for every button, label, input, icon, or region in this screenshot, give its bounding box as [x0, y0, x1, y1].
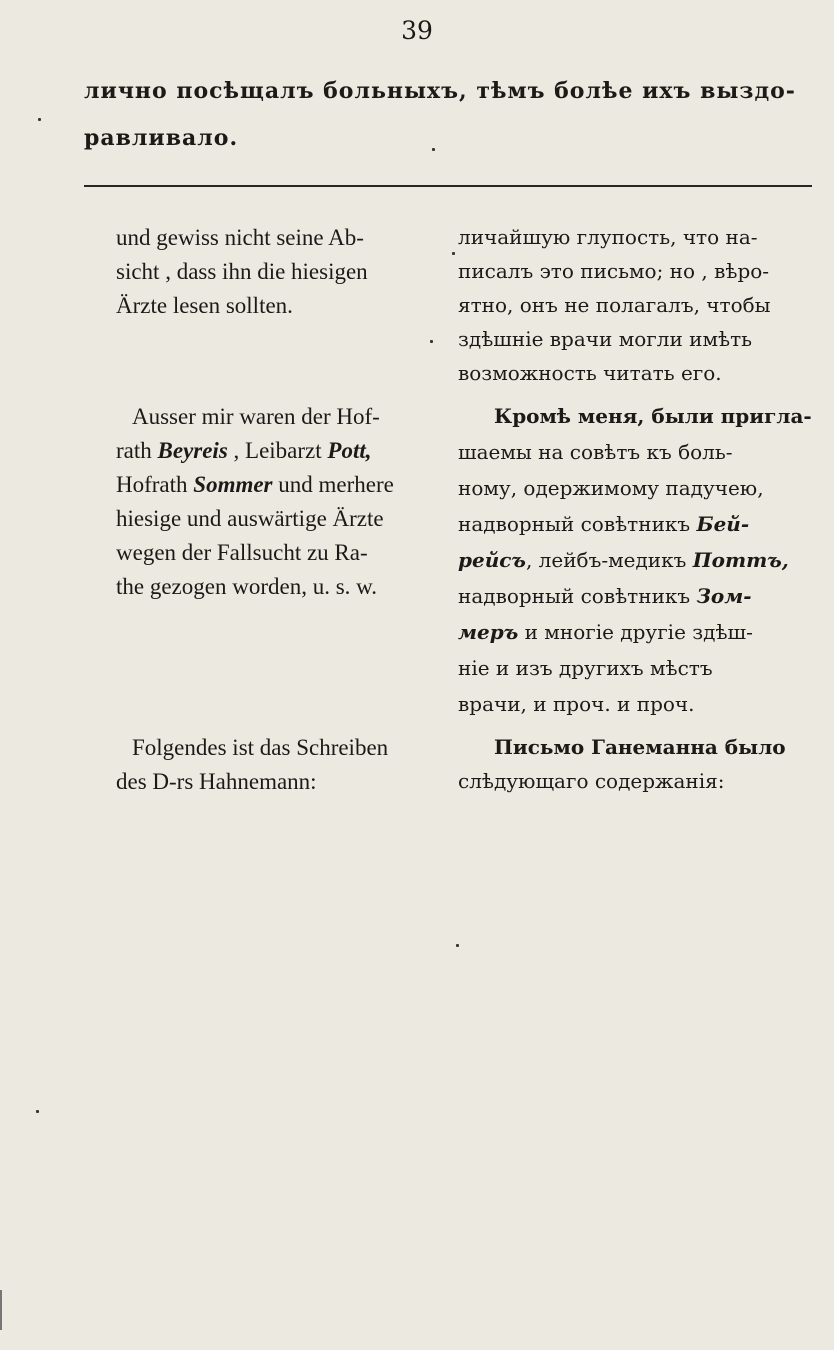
- german-s1-line: und gewiss nicht seine Ab-: [116, 225, 364, 250]
- name-pott-ru: Поттъ,: [692, 548, 789, 572]
- russian-s2-line: Кромѣ меня, были пригла-: [494, 404, 812, 428]
- german-s3-line: des D-rs Hahnemann:: [116, 769, 317, 794]
- name-beyreis-ru: Бей-: [696, 512, 750, 536]
- german-s3-line: Folgendes ist das Schreiben: [132, 735, 389, 760]
- text-run: und merhere: [272, 472, 394, 497]
- russian-s1-line: личайшую глупость, что на-: [458, 225, 758, 249]
- german-s1-line: Ärzte lesen sollten.: [116, 293, 293, 318]
- german-s2-line: [116, 438, 372, 464]
- name-beyreis-ru-end: рейсъ: [458, 548, 526, 572]
- text-run: , Leibarzt: [227, 438, 328, 463]
- russian-s3-line: Письмо Ганеманна было: [494, 735, 786, 759]
- name-sommer-ru: Зом-: [696, 584, 752, 608]
- russian-s1-line: писалъ это письмо; но , вѣро-: [458, 259, 770, 283]
- russian-s2-line: [458, 548, 789, 572]
- russian-s2-line: шаемы на совѣтъ къ боль-: [458, 440, 733, 464]
- russian-s3-line: слѣдующаго содержанія:: [458, 769, 725, 793]
- print-speck: [36, 1110, 39, 1113]
- page-number: 39: [401, 16, 433, 45]
- russian-s2-line: ному, одержимому падучею,: [458, 476, 764, 500]
- print-speck: [38, 118, 41, 121]
- intro-line-1: лично посѣщалъ больныхъ, тѣмъ болѣе ихъ выздо-: [84, 78, 796, 104]
- german-s2-line: hiesige und auswärtige Ärzte: [116, 506, 384, 531]
- text-run: rath: [116, 438, 158, 463]
- russian-s2-line: ніе и изъ другихъ мѣстъ: [458, 656, 713, 680]
- name-sommer: Sommer: [193, 472, 273, 497]
- section-rule: [84, 185, 812, 187]
- german-s2-line: wegen der Fallsucht zu Ra-: [116, 540, 368, 565]
- print-speck: [452, 252, 455, 255]
- german-s2-line: the gezogen worden, u. s. w.: [116, 574, 378, 599]
- name-sommer-ru-end: меръ: [458, 620, 519, 644]
- russian-s2-line: [458, 620, 753, 644]
- text-run: Hofrath: [116, 472, 194, 497]
- name-beyreis: Beyreis: [157, 438, 228, 463]
- russian-s1-line: здѣшніе врачи могли имѣть: [458, 327, 753, 351]
- russian-s2-line: врачи, и проч. и проч.: [458, 692, 695, 716]
- page-edge: [0, 1290, 2, 1330]
- print-speck: [456, 944, 459, 947]
- text-run: и многіе другіе здѣш-: [518, 620, 753, 644]
- german-s2-line: [116, 472, 394, 498]
- russian-s2-line: [458, 584, 752, 608]
- russian-s1-line: ятно, онъ не полагалъ, чтобы: [458, 293, 771, 317]
- german-s1-line: sicht , dass ihn die hiesigen: [116, 259, 368, 284]
- german-s2-line: Ausser mir waren der Hof-: [132, 404, 380, 429]
- text-run: надворный совѣтникъ: [458, 512, 697, 536]
- intro-line-2: равливало.: [84, 125, 239, 151]
- name-pott: Pott,: [327, 438, 372, 463]
- text-run: надворный совѣтникъ: [458, 584, 697, 608]
- print-speck: [430, 340, 433, 343]
- print-speck: [432, 148, 435, 151]
- russian-s1-line: возможность читать его.: [458, 361, 722, 385]
- text-run: , лейбъ-медикъ: [525, 548, 693, 572]
- russian-s2-line: [458, 512, 749, 536]
